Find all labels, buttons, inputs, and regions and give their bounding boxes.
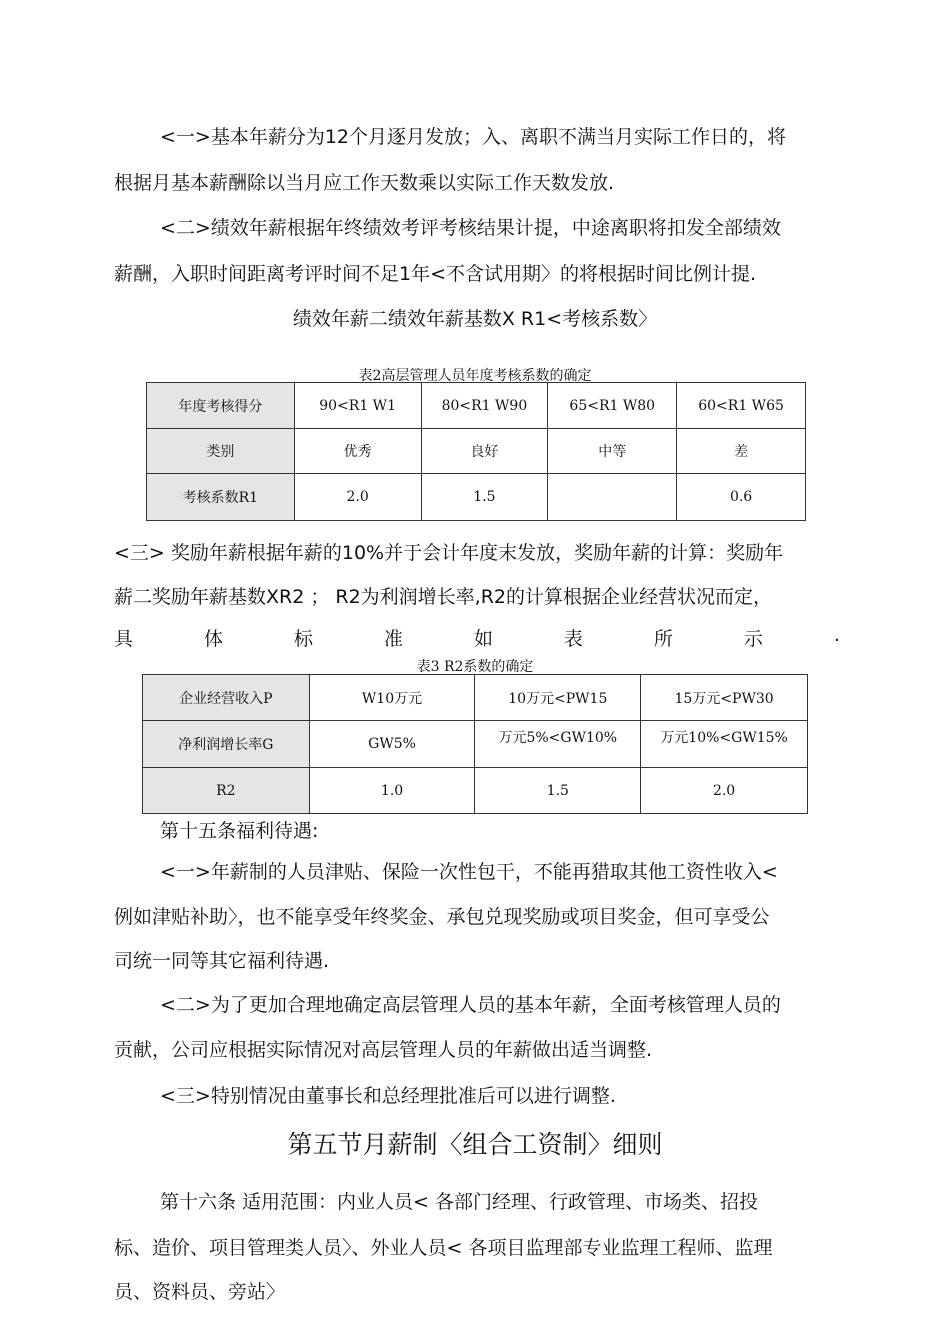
table-cell: 差 <box>677 429 806 474</box>
table-cell: 65<R1 W80 <box>548 383 677 429</box>
article15-p2-line2: 贡献，公司应根据实际情况对高层管理人员的年薪做出适当调整. <box>114 1039 653 1061</box>
para2-line1: <二>绩效年薪根据年终绩效考评考核结果计提，中途离职将扣发全部绩效 <box>160 217 781 239</box>
justified-char: 示 <box>743 628 763 650</box>
article16-line2: 标、造价、项目管理类人员〉、外业人员< 各项目监理部专业监理工程师、监理 <box>114 1237 773 1259</box>
table-cell: GW5% <box>309 721 475 768</box>
justified-char: 准 <box>383 628 403 650</box>
section5-heading: 第五节月薪制〈组合工资制〉细则 <box>287 1130 663 1159</box>
table-cell: 1.5 <box>475 768 641 814</box>
table-cell: 类别 <box>147 429 295 474</box>
table-row <box>143 675 808 721</box>
table-cell: W10万元 <box>309 675 475 721</box>
table-cell: 15万元<PW30 <box>641 675 808 721</box>
table-cell: 10万元<PW15 <box>475 675 641 721</box>
table-cell: R2 <box>143 768 310 814</box>
table-cell: 万元10%<GW15% <box>641 721 808 768</box>
table2 <box>146 382 806 521</box>
article15-p3-line1: <三>特别情况由董事长和总经理批准后可以进行调整. <box>160 1085 616 1107</box>
table-cell: 0.6 <box>677 474 806 521</box>
table-cell: 企业经营收入P <box>143 675 310 721</box>
table-cell: 2.0 <box>641 768 808 814</box>
article16-line1: 第十六条 适用范围：内业人员< 各部门经理、行政管理、市场类、招投 <box>160 1191 759 1213</box>
table-cell: 1.0 <box>309 768 475 814</box>
para2-line2: 薪酬，入职时间距离考评时间不足1年<不含试用期〉的将根据时间比例计提. <box>114 263 757 285</box>
table-cell: 80<R1 W90 <box>421 383 548 429</box>
justified-char: 体 <box>203 628 223 650</box>
table-cell: 优秀 <box>294 429 421 474</box>
para1-line1: <一>基本年薪分为12个月逐月发放；入、离职不满当月实际工作日的，将 <box>160 126 787 148</box>
table-cell: 考核系数R1 <box>147 474 295 521</box>
justified-char: 标 <box>293 628 313 650</box>
para3-line2: 薪二奖励年薪基数XR2 ； R2为利润增长率,R2的计算根据企业经营状况而定， <box>114 586 773 608</box>
table3-caption: 表3 R2系数的确定 <box>416 659 534 675</box>
table-cell: 1.5 <box>421 474 548 521</box>
table-row <box>147 474 806 521</box>
article16-line3: 员、资料员、旁站〉 <box>114 1281 286 1303</box>
table-cell: 万元5%<GW10% <box>475 721 641 768</box>
table-cell: 2.0 <box>294 474 421 521</box>
para3-line1: <三> 奖励年薪根据年薪的10%并于会计年度末发放，奖励年薪的计算：奖励年 <box>114 542 784 564</box>
justified-char: . <box>833 624 840 646</box>
article15-p1-line3: 司统一同等其它福利待遇. <box>114 950 330 972</box>
article15-title: 第十五条福利待遇: <box>160 820 319 842</box>
article15-p2-line1: <二>为了更加合理地确定高层管理人员的基本年薪，全面考核管理人员的 <box>160 994 781 1016</box>
table-cell: 中等 <box>548 429 677 474</box>
article15-p1-line2: 例如津贴补助〉，也不能享受年终奖金、承包兑现奖励或项目奖金，但可享受公 <box>114 906 770 928</box>
table-row <box>147 429 806 474</box>
table-cell: 良好 <box>421 429 548 474</box>
table-cell <box>548 474 677 521</box>
table-cell: 60<R1 W65 <box>677 383 806 429</box>
table3 <box>142 674 808 814</box>
para1-line2: 根据月基本薪酬除以当月应工作天数乘以实际工作天数发放. <box>114 172 615 194</box>
justified-char: 具 <box>114 628 134 650</box>
table-row <box>147 383 806 429</box>
justified-char: 所 <box>653 628 673 650</box>
performance-pay-formula: 绩效年薪二绩效年薪基数X R1<考核系数〉 <box>292 308 658 330</box>
table-row <box>143 721 808 768</box>
table2-caption: 表2高层管理人员年度考核系数的确定 <box>358 368 592 384</box>
article15-p1-line1: <一>年薪制的人员津贴、保险一次性包干，不能再猎取其他工资性收入< <box>160 861 778 883</box>
para3-line3 <box>114 624 840 651</box>
justified-char: 如 <box>473 628 493 650</box>
table-cell: 90<R1 W1 <box>294 383 421 429</box>
table-cell: 净利润增长率G <box>143 721 310 768</box>
justified-char: 表 <box>563 628 583 650</box>
table-row <box>143 768 808 814</box>
table-cell: 年度考核得分 <box>147 383 295 429</box>
